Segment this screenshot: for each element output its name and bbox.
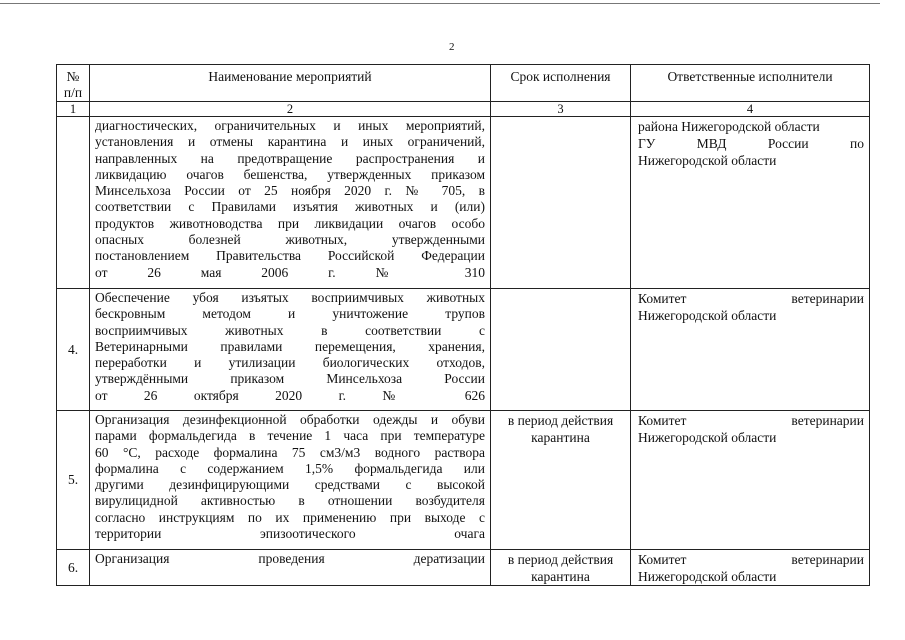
row-number: 6. <box>57 550 90 586</box>
text-line: опасных болезней животных, утвержденными <box>95 232 485 248</box>
text-line: от 26 мая 2006 г. № 310 <box>95 264 485 280</box>
page-number: 2 <box>449 41 455 53</box>
responsible-text <box>631 550 870 586</box>
text-line: в период действия <box>507 552 614 567</box>
text-line: Комитет ветеринарии <box>638 291 864 306</box>
column-number-row <box>57 102 870 117</box>
text-line: согласно инструкциям по их применению при выходе с <box>95 509 485 525</box>
header-number-line1: № <box>66 69 80 84</box>
text-line: переработки и утилизации биологических отходов, <box>95 355 485 371</box>
header-measures: Наименование мероприятий <box>90 65 491 102</box>
table-row <box>57 550 870 586</box>
responsible-text <box>631 117 870 289</box>
measure-text <box>90 117 491 289</box>
responsible-text <box>631 411 870 550</box>
text-line: направленных на предотвращение распространения и <box>95 150 485 166</box>
text-line: парами формальдегида в течение 1 часа при температуре <box>95 428 485 444</box>
column-number: 4 <box>631 102 870 117</box>
header-number <box>57 65 90 102</box>
header-responsible: Ответственные исполнители <box>631 65 870 102</box>
text-line: территории эпизоотического очага <box>95 526 485 542</box>
text-line: ГУ МВД России по <box>638 136 864 151</box>
text-line: соответствии с Правилами изъятия животных и (или) <box>95 199 485 215</box>
text-line: Комитет ветеринарии <box>638 552 864 567</box>
row-number: 5. <box>57 411 90 550</box>
text-line: восприимчивых животных в соответствии с <box>95 322 485 338</box>
header-number-line2: п/п <box>63 85 83 100</box>
text-line: другими дезинфицирующими средствами с высокой <box>95 477 485 493</box>
text-line: постановлением Правительства Российской Федерации <box>95 248 485 264</box>
text-line: Нижегородской области <box>638 153 777 168</box>
text-line: в период действия <box>507 413 614 428</box>
text-line: карантина <box>531 569 590 584</box>
text-line: вирулицидной активностью в отношении возбудителя <box>95 493 485 509</box>
column-number: 2 <box>90 102 491 117</box>
text-line: Нижегородской области <box>638 430 777 445</box>
text-line: Организация дезинфекционной обработки одежды и обуви <box>95 412 485 427</box>
row-number: 4. <box>57 289 90 411</box>
text-line: ликвидацию очагов бешенства, утвержденных приказом <box>95 166 485 182</box>
table-row <box>57 289 870 411</box>
text-line: от 26 октября 2020 г. № 626 <box>95 387 485 403</box>
term-text <box>491 117 631 289</box>
top-rule <box>0 3 880 4</box>
term-text <box>491 411 631 550</box>
text-line: установления и отмены карантина и иных ограничений, <box>95 134 485 150</box>
text-line: Ветеринарными правилами перемещения, хранения, <box>95 338 485 354</box>
text-line: Нижегородской области <box>638 569 777 584</box>
measure-text <box>90 411 491 550</box>
row-number <box>57 117 90 289</box>
text-line: района Нижегородской области <box>638 119 820 134</box>
text-line: диагностических, ограничительных и иных мероприятий, <box>95 118 485 133</box>
text-line: утверждёнными приказом Минсельхоза России <box>95 371 485 387</box>
table-row <box>57 117 870 289</box>
text-line: 60 °С, расходе формалина 75 см3/м3 водного раствора <box>95 444 485 460</box>
column-number: 1 <box>57 102 90 117</box>
term-text <box>491 289 631 411</box>
text-line: Нижегородской области <box>638 308 777 323</box>
text-line: продуктов животноводства при ликвидации очагов особо <box>95 215 485 231</box>
text-line: Организация проведения дератизации <box>95 551 485 566</box>
text-line: Комитет ветеринарии <box>638 413 864 428</box>
table-header-row <box>57 65 870 102</box>
text-line: Минсельхоза России от 25 ноября 2020 г. № 705, в <box>95 183 485 199</box>
table-row <box>57 411 870 550</box>
column-number: 3 <box>491 102 631 117</box>
measures-table <box>56 64 870 586</box>
text-line: Обеспечение убоя изъятых восприимчивых животных <box>95 290 485 305</box>
text-line: карантина <box>531 430 590 445</box>
text-line: бескровным методом и уничтожение трупов <box>95 306 485 322</box>
term-text <box>491 550 631 586</box>
header-term: Срок исполнения <box>491 65 631 102</box>
measure-text <box>90 550 491 586</box>
text-line: формалина с содержанием 1,5% формальдегида или <box>95 460 485 476</box>
measure-text <box>90 289 491 411</box>
responsible-text <box>631 289 870 411</box>
